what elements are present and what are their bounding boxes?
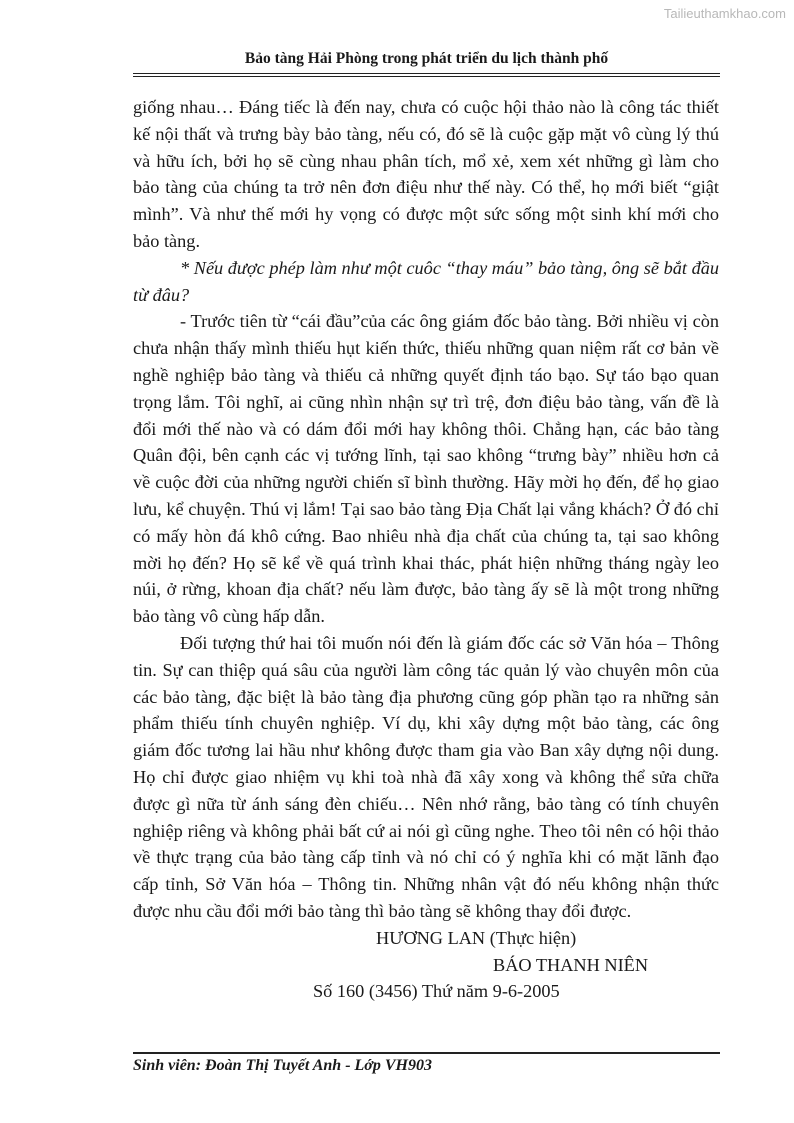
watermark: Tailieuthamkhao.com — [663, 6, 786, 21]
header-rule — [133, 73, 720, 74]
signature-author: HƯƠNG LAN (Thực hiện) — [376, 927, 577, 948]
paragraph-second-subject: Đối tượng thứ hai tôi muốn nói đến là giám đốc các sở Văn hóa – Thông tin. Sự can thiệp quá sâu của người làm công tác quản lý vào chuyên môn của các bảo tàng, đặc biệt là bảo tàng địa phương cũng góp phần tạo ra những sản phẩm thiếu tính chuyên nghiệp. Ví dụ, khi xây dựng một bảo tàng, các ông giám đốc tương lai hầu như không được tham gia vào Ban xây dựng nội dung. Họ chỉ được giao nhiệm vụ khi toà nhà đã xây xong và không thể sửa chữa được gì nữa từ ánh sáng đèn chiếu… Nên nhớ rằng, bảo tàng có tính chuyên nghiệp riêng và không phải bất cứ ai nói gì cũng nghe. Theo tôi nên có hội thảo về thực trạng của bảo tàng cấp tỉnh và nó chỉ có ý nghĩa khi có mặt lãnh đạo cấp tỉnh, Sở Văn hóa – Thông tin. Những nhân vật đó nếu không nhận thức được nhu cầu đổi mới bảo tàng thì bảo tàng sẽ không thay đổi được. — [133, 632, 719, 921]
document-body — [133, 94, 719, 1005]
signature-issue: Số 160 (3456) Thứ năm 9-6-2005 — [313, 981, 560, 1002]
interview-question: * Nếu được phép làm như một cuôc “thay máu” bảo tàng, ông sẽ bắt đầu từ đâu? — [133, 257, 719, 305]
signature-publication: BÁO THANH NIÊN — [493, 954, 649, 975]
page-footer: Sinh viên: Đoàn Thị Tuyết Anh - Lớp VH903 — [133, 1057, 432, 1074]
header-rule-double — [133, 76, 720, 77]
page-header-title: Bảo tàng Hải Phòng trong phát triển du lịch thành phố — [244, 50, 609, 67]
paragraph-continuation: giống nhau… Đáng tiếc là đến nay, chưa có cuộc hội thảo nào là công tác thiết kế nội thất và trưng bày bảo tàng, nếu có, đó sẽ là cuộc gặp mặt vô cùng lý thú và hữu ích, bởi họ sẽ cùng nhau phân tích, mổ xẻ, xem xét những gì làm cho bảo tàng của chúng ta trở nên đơn điệu như thế này. Có thể, họ mới biết “giật mình”. Và như thế mới hy vọng có được một sức sống một sinh khí mới cho bảo tàng. — [133, 97, 719, 251]
answer-paragraph: - Trước tiên từ “cái đầu”của các ông giám đốc bảo tàng. Bởi nhiều vị còn chưa nhận thấy mình thiếu hụt kiến thức, thiếu những quan niệm rất cơ bản về nghề nghiệp bảo tàng và thiếu cả những quyết định táo bạo. Sự táo bạo quan trọng lắm. Tôi nghĩ, ai cũng nhìn nhận sự trì trệ, đơn điệu bảo tàng, vấn đề là đổi mới thế nào và có dám đổi mới hay không thôi. Chẳng hạn, các bảo tàng Quân đội, bên cạnh các vị tướng lĩnh, tại sao không “trưng bày” nhiều hơn cả về cuộc đời của những người chiến sĩ bình thường. Hãy mời họ đến, để họ giao lưu, kể chuyện. Thú vị lắm! Tại sao bảo tàng Địa Chất lại vắng khách? Ở đó chỉ có mấy hòn đá khô cứng. Bao nhiêu nhà địa chất của chúng ta, tại sao không mời họ đến? Họ sẽ kể về quá trình khai thác, phát hiện những tháng ngày leo núi, ở rừng, khoan địa chất? nếu làm được, bảo tàng ấy sẽ là một trong những bảo tàng vô cùng hấp dẫn. — [133, 311, 719, 627]
footer-rule — [133, 1052, 720, 1054]
